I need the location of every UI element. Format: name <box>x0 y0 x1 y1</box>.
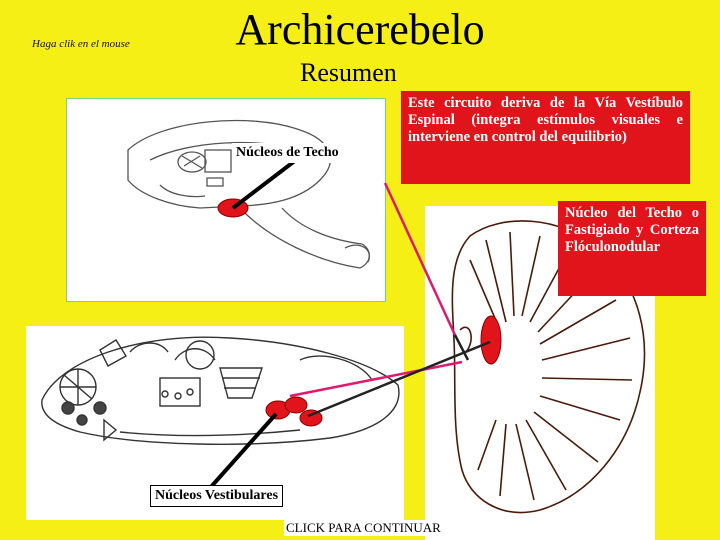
click-hint: Haga clik en el mouse <box>32 38 130 50</box>
connector-circuit <box>385 183 455 335</box>
connector-vestibular-upper <box>290 362 462 396</box>
fastigial-nucleus-box: Núcleo del Techo o Fastigiado y Corteza Flóculonodular <box>558 201 706 296</box>
connector-vestibulares-label <box>210 414 276 488</box>
label-nucleos-techo: Núcleos de Techo <box>232 143 343 163</box>
connector-vestibular-lower <box>308 342 490 416</box>
circuit-description-box: Este circuito deriva de la Vía Vestíbulo Espinal (integra estímulos visuales e interviene en control del equilibrio) <box>401 91 690 184</box>
page-title: Archicerebelo <box>235 5 485 54</box>
vestibular-nuclei-markers <box>266 397 322 426</box>
medulla-sketch <box>42 337 399 444</box>
page-subtitle: Resumen <box>300 58 397 87</box>
connector-techo <box>233 160 296 208</box>
fastigial-nucleus-marker-2 <box>481 316 501 364</box>
continue-link[interactable]: CLICK PARA CONTINUAR <box>286 520 441 535</box>
label-nucleos-vestibulares: Núcleos Vestibulares <box>150 485 283 507</box>
